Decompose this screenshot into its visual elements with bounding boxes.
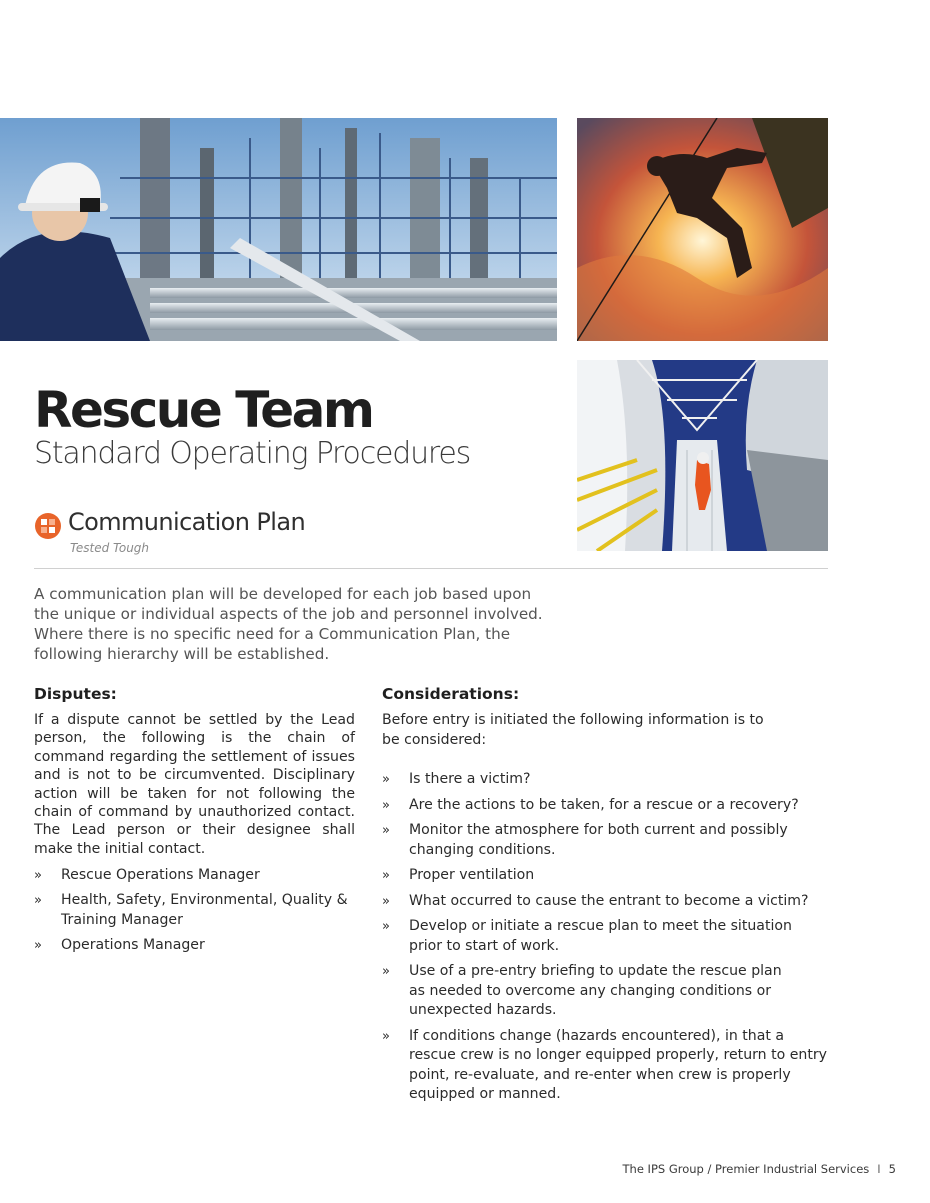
- divider: [34, 568, 828, 569]
- considerations-paragraph: Before entry is initiated the following information is to be considered:: [382, 712, 764, 748]
- section-title: Communication Plan: [68, 508, 306, 536]
- bullet-mark: »: [382, 1028, 390, 1044]
- bullet-mark: »: [34, 937, 42, 953]
- bullet-mark: »: [34, 868, 42, 883]
- list-item: » Develop or initiate a rescue plan to meet the situation prior to start of work.: [382, 918, 792, 954]
- section-tagline: Tested Tough: [70, 541, 150, 555]
- list-item: » Operations Manager: [34, 936, 354, 956]
- page-subtitle: Standard Operating Procedures: [34, 436, 471, 471]
- list-item: » Monitor the atmosphere for both current and possibly changing conditions.: [382, 822, 788, 858]
- tower-ladder-climber-photo: [577, 360, 828, 551]
- footer-separator: I: [877, 1162, 881, 1176]
- page-footer: [623, 1162, 896, 1176]
- list-item: » Proper ventilation: [382, 866, 828, 886]
- life-ring-icon: [34, 512, 62, 540]
- title-block: [34, 380, 470, 472]
- list-item: » If conditions change (hazards encountered), in that a rescue crew is no longer equipped properly, return to entry point, re-evaluate, and re-enter when crew is properly equipped or manned.: [382, 1027, 827, 1102]
- bullet-mark: »: [382, 772, 390, 787]
- bullet-mark: »: [382, 823, 390, 838]
- list-item: » Are the actions to be taken, for a rescue or a recovery?: [382, 796, 828, 816]
- considerations-heading: Considerations:: [382, 685, 520, 703]
- considerations-list: [382, 770, 828, 1111]
- page-title: Rescue Team: [34, 381, 373, 439]
- footer-company: The IPS Group / Premier Industrial Services: [622, 1162, 870, 1176]
- bullet-mark: »: [382, 964, 390, 979]
- bullet-mark: »: [382, 893, 390, 909]
- list-item: » Use of a pre-entry briefing to update the rescue plan as needed to overcome any changing conditions or unexpected hazards.: [382, 963, 782, 1018]
- disputes-paragraph: If a dispute cannot be settled by the Lead person, the following is the chain of command regarding the settlement of issues and is not to be circumvented. Disciplinary action will be taken for not following the chain of command by unauthorized contact. The Lead person or their designee shall make the initial contact.: [34, 712, 355, 857]
- bullet-mark: »: [34, 893, 42, 908]
- bullet-mark: »: [382, 919, 390, 934]
- refinery-worker-photo: [0, 118, 557, 341]
- disputes-list: [34, 866, 354, 961]
- rope-access-worker-photo: [577, 118, 828, 341]
- list-item: » Is there a victim?: [382, 770, 828, 790]
- bullet-mark: »: [382, 868, 390, 883]
- list-item: » What occurred to cause the entrant to become a victim?: [382, 892, 828, 912]
- list-item: » Rescue Operations Manager: [34, 866, 354, 886]
- intro-paragraph: A communication plan will be developed for each job based upon the unique or individual aspects of the job and personnel involved. Where there is no specific need for a Communication Plan, the following hierarchy will be established.: [34, 585, 543, 663]
- page-number: 5: [888, 1162, 896, 1176]
- list-item: » Health, Safety, Environmental, Quality & Training Manager: [34, 892, 348, 928]
- bullet-mark: »: [382, 797, 390, 813]
- disputes-heading: Disputes:: [34, 685, 117, 703]
